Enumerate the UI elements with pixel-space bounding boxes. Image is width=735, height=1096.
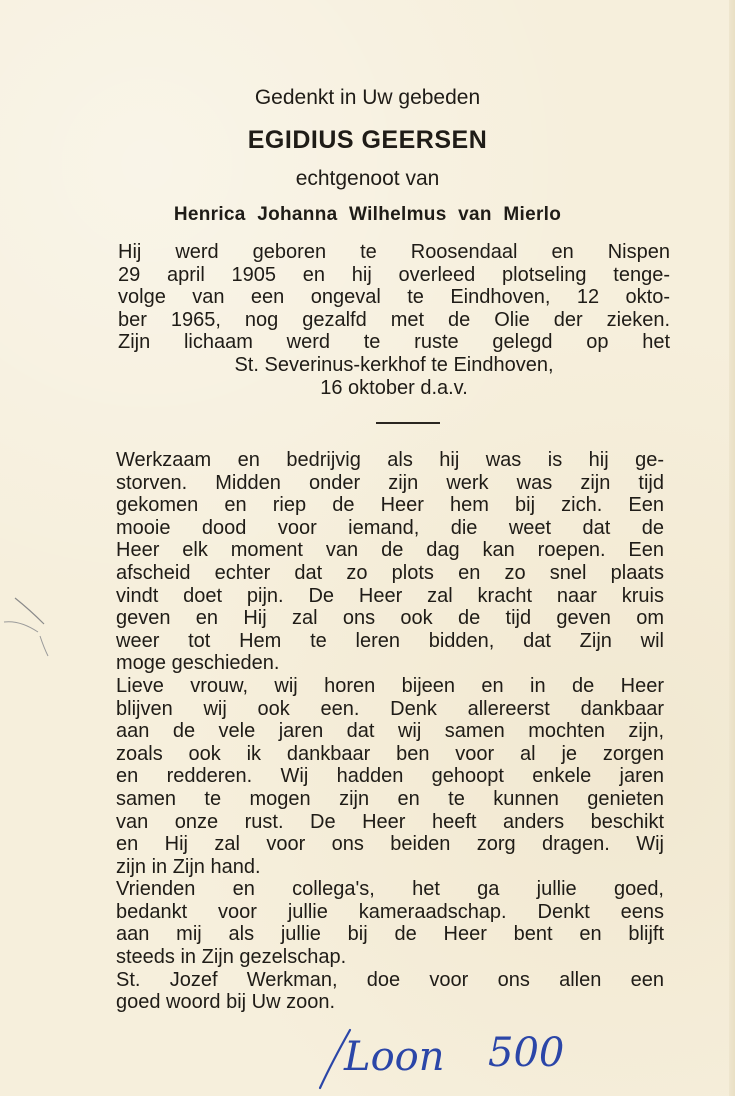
- text-line: zoals ook ik dankbaar ben voor al je zorgen: [116, 742, 664, 765]
- card-edge: [729, 0, 735, 1096]
- memorial-text: [116, 449, 664, 1014]
- text-line: van onze rust. De Heer heeft anders beschikt: [116, 810, 664, 833]
- text-line: gekomen en riep de Heer hem bij zich. Een: [116, 494, 664, 517]
- text-line: vindt doet pijn. De Heer zal kracht naar kruis: [116, 584, 664, 607]
- bio-line: 16 oktober d.a.v.: [320, 376, 468, 399]
- heading: Gedenkt in Uw gebeden: [254, 86, 481, 109]
- relation-text: echtgenoot van: [295, 167, 440, 190]
- text-line: afscheid echter dat zo plots en zo snel plaats: [116, 561, 664, 584]
- divider-rule: [376, 422, 440, 424]
- deceased-name: EGIDIUS GEERSEN: [247, 126, 488, 154]
- handwritten-number: 500: [488, 1030, 565, 1076]
- text-line: moge geschieden.: [116, 652, 280, 675]
- biography: [118, 241, 670, 399]
- text-line: Lieve vrouw, wij horen bijeen en in de Heer: [116, 674, 664, 697]
- bio-line: Zijn lichaam werd te ruste gelegd op het: [118, 331, 670, 354]
- text-line: samen te mogen zijn en te kunnen genieten: [116, 787, 664, 810]
- text-line: aan mij als jullie bij de Heer bent en blijft: [116, 923, 664, 946]
- text-line: storven. Midden onder zijn werk was zijn tijd: [116, 471, 664, 494]
- text-line: bedankt voor jullie kameraadschap. Denkt eens: [116, 900, 664, 923]
- text-line: weer tot Hem te leren bidden, dat Zijn wil: [116, 629, 664, 652]
- text-line: Werkzaam en bedrijvig als hij was is hij ge-: [116, 449, 664, 471]
- handwritten-word: Loon: [344, 1034, 445, 1080]
- text-line: Heer elk moment van de dag kan roepen. Een: [116, 539, 664, 562]
- text-line: geven en Hij zal ons ook de tijd geven om: [116, 607, 664, 630]
- text-line: St. Jozef Werkman, doe voor ons allen een: [116, 968, 664, 991]
- text-line: zijn in Zijn hand.: [116, 855, 261, 878]
- text-line: en Hij zal voor ons beiden zorg dragen. Wij: [116, 833, 664, 856]
- text-line: en redderen. Wij hadden gehoopt enkele jaren: [116, 765, 664, 788]
- bio-line: Hij werd geboren te Roosendaal en Nispen: [118, 241, 670, 263]
- spouse-name: Henrica Johanna Wilhelmus van Mierlo: [173, 204, 562, 225]
- text-line: steeds in Zijn gezelschap.: [116, 946, 347, 969]
- text-line: Vrienden en collega's, het ga jullie goed,: [116, 878, 664, 901]
- bio-line: volge van een ongeval te Eindhoven, 12 okto-: [118, 286, 670, 309]
- text-line: mooie dood voor iemand, die weet dat de: [116, 516, 664, 539]
- bio-line: ber 1965, nog gezalfd met de Olie der zieken.: [118, 308, 670, 331]
- text-line: blijven wij ook een. Denk allereerst dankbaar: [116, 697, 664, 720]
- bio-line: 29 april 1905 en hij overleed plotseling tenge-: [118, 263, 670, 286]
- pencil-scratch-marks: [0, 590, 60, 660]
- bio-line: St. Severinus-kerkhof te Eindhoven,: [234, 353, 554, 376]
- text-line: goed woord bij Uw zoon.: [116, 991, 336, 1014]
- text-line: aan de vele jaren dat wij samen mochten zijn,: [116, 720, 664, 743]
- handwritten-note: [310, 1022, 630, 1092]
